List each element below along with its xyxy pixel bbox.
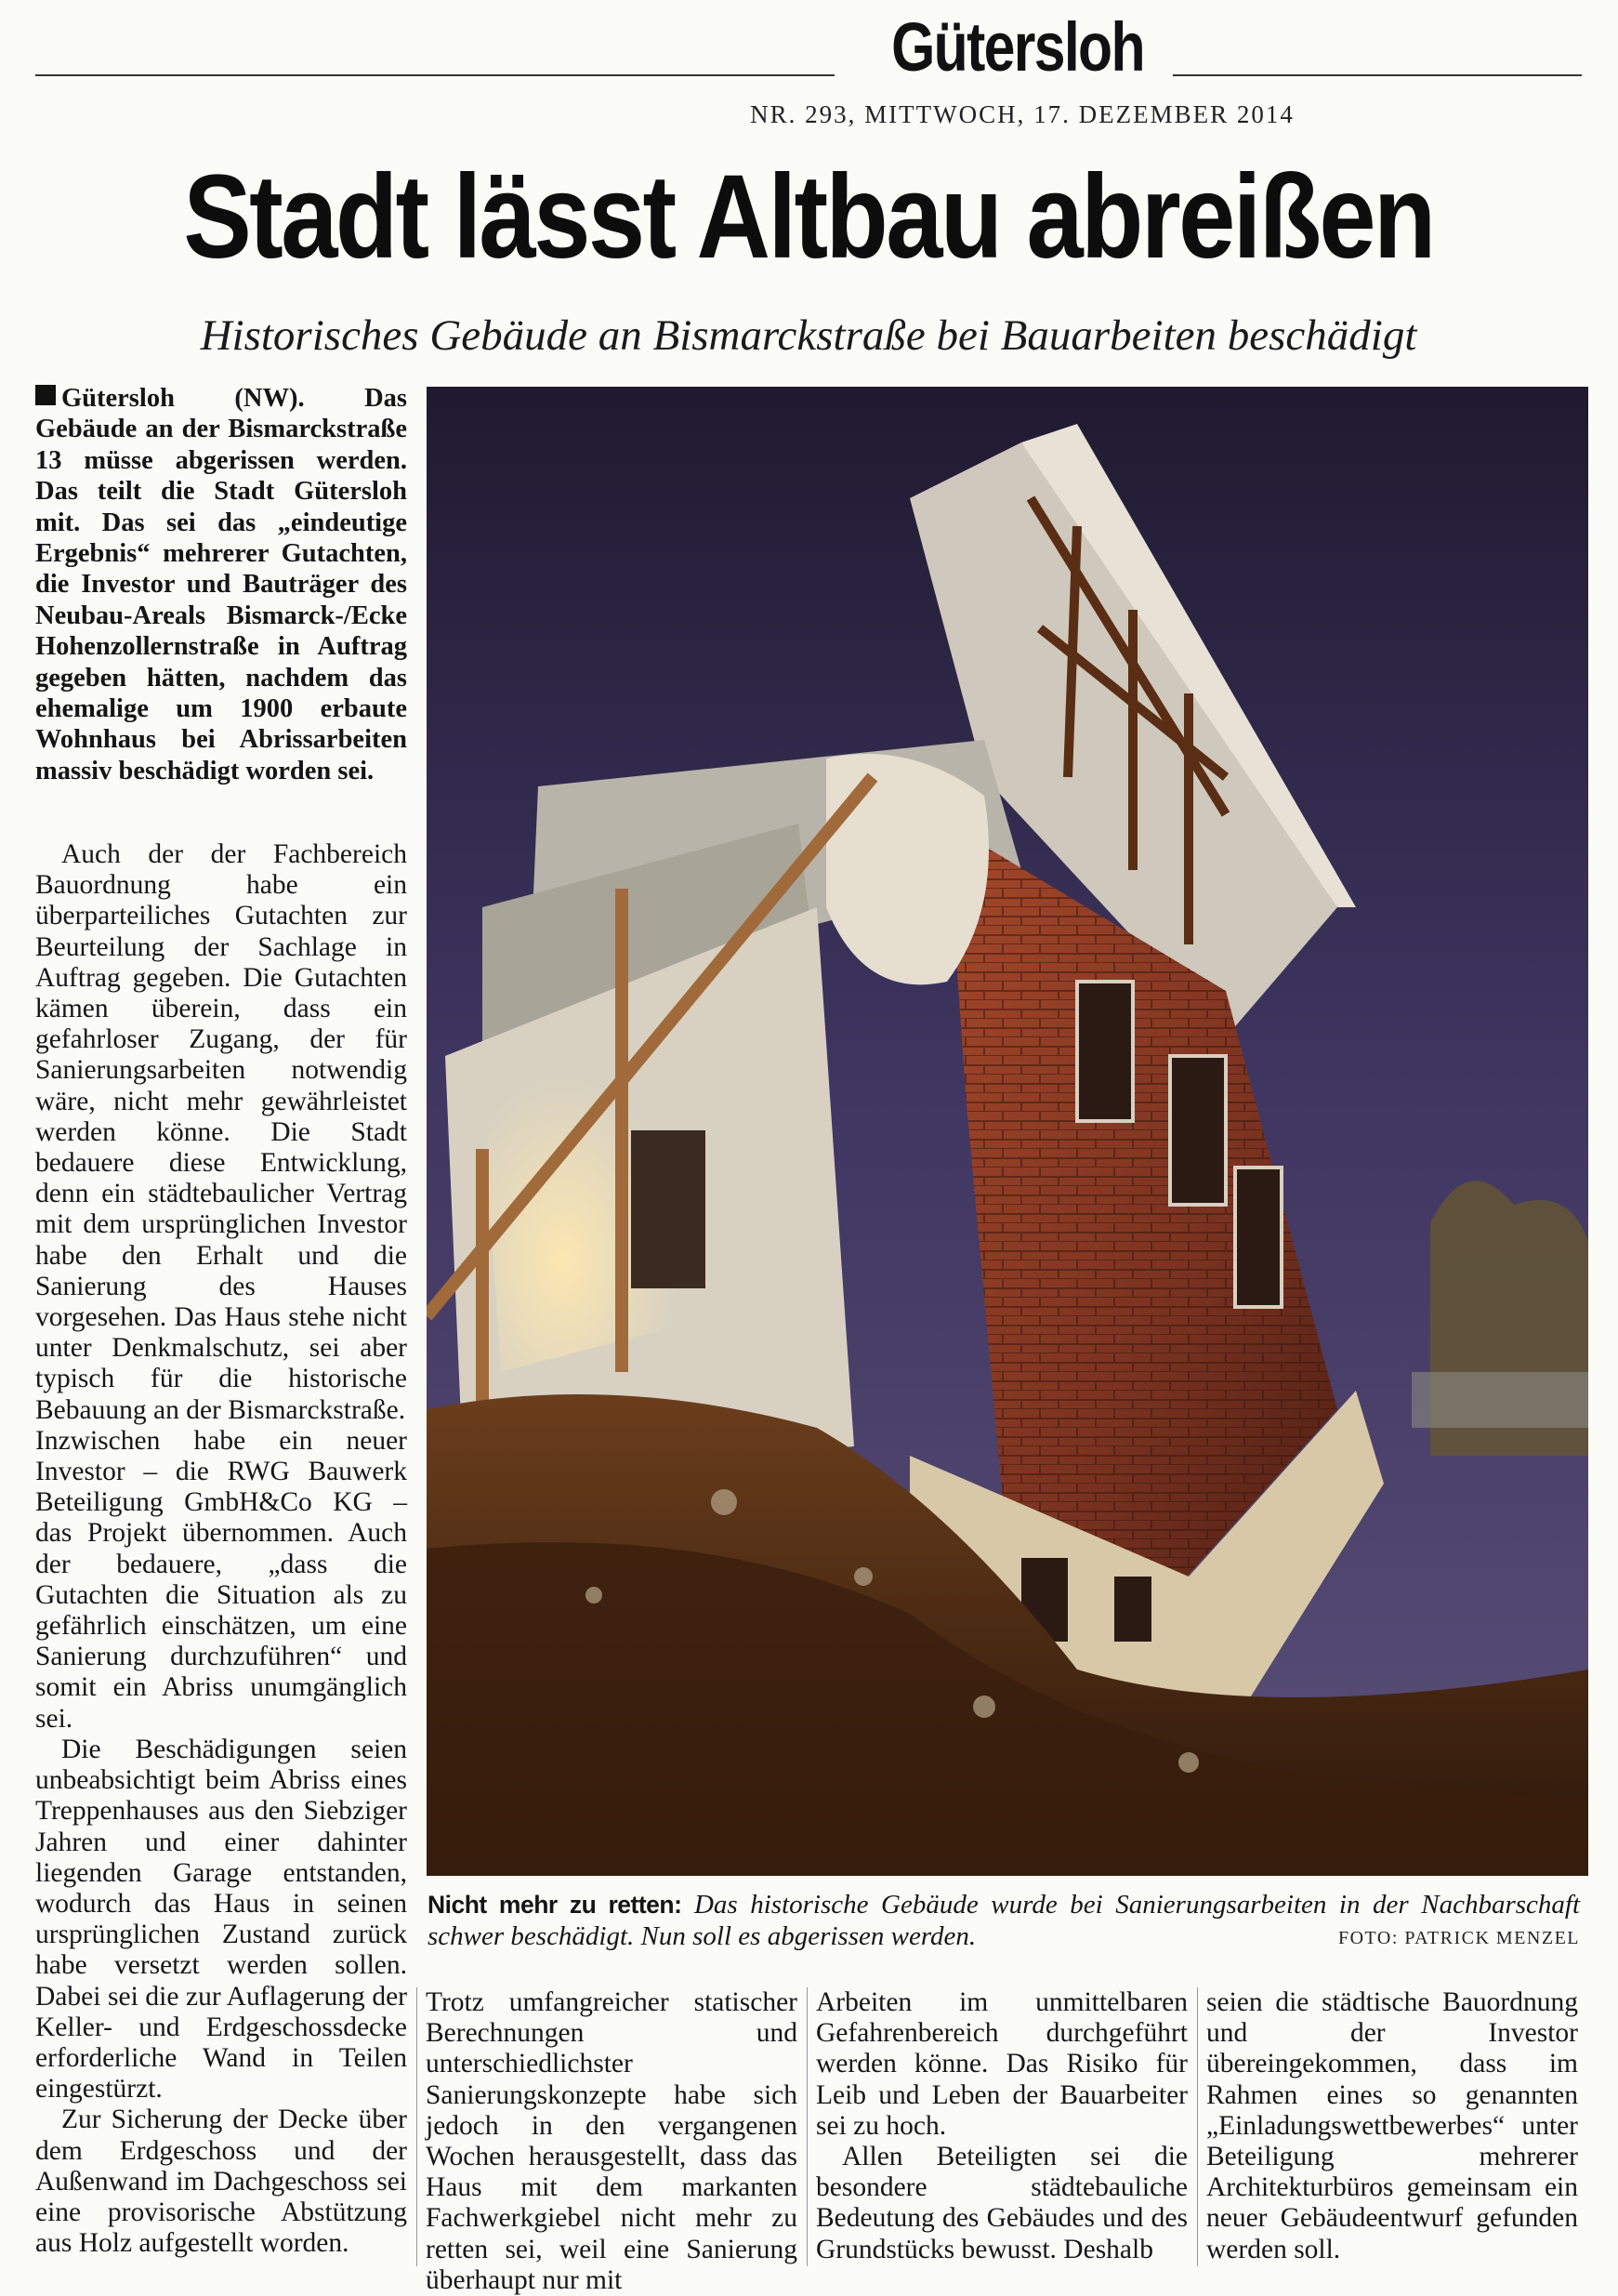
header-rule-left: [35, 74, 835, 76]
column-divider-1: [416, 1987, 417, 2266]
col3-paragraph-1: Arbeiten im unmittelbaren Gefahrenbereich durchgeführt werden könne. Das Risiko für Leib und Leben der Bauarbeiter sei zu hoch.: [816, 1987, 1188, 2141]
column-1-body: [35, 839, 407, 2259]
column-3-body: [816, 1987, 1188, 2265]
col1-paragraph-3: Die Beschädigungen seien unbeabsichtigt beim Abriss eines Treppenhauses aus den Siebziger Jahren und einer dahinter liegenden Garage entstanden, wodurch das Haus in seinen ursprünglichen Zustand zurück habe versetzt werden sollen. Dabei sei die zur Auflagerung der Keller- und Erdgeschossdecke erforderliche Wand in Teilen eingestürzt.: [35, 1734, 407, 2105]
col4-paragraph-1: seien die städtische Bauordnung und der Investor übereingekommen, dass im Rahmen eines so genannten „Einladungswettbewerbes“ unter Beteiligung mehrerer Architekturbüros gemeinsam ein neuer Gebäudeentwurf gefunden werden soll.: [1206, 1987, 1578, 2264]
column-divider-3: [1197, 1987, 1198, 2266]
headline: Stadt lässt Altbau abreißen: [183, 151, 1434, 284]
subheadline: Historisches Gebäude an Bismarckstraße bei Bauarbeiten beschädigt: [200, 311, 1417, 360]
photo-credit: FOTO: PATRICK MENZEL: [1337, 1928, 1580, 1948]
col1-paragraph-1: Auch der der Fachbereich Bauordnung habe ein überparteiliches Gutachten zur Beurteilung der Sachlage in Auftrag gegeben. Die Gutachten kämen überein, dass ein gefahrloser Zugang, der für Sanierungsarbeiten notwendig wäre, nicht mehr gewährleistet werden könne. Die Stadt bedauere diese Entwicklung, denn ein städtebaulicher Vertrag mit dem ursprünglichen Investor habe den Erhalt und die Sanierung des Hauses vorgesehen. Das Haus stehe nicht unter Denkmalschutz, sei aber typisch für die historische Bebauung an der Bismarckstraße.: [35, 839, 407, 1425]
col1-paragraph-2: Inzwischen habe ein neuer Investor – die RWG Bauwerk Beteiligung GmbH&Co KG – das Projekt übernommen. Auch der bedauere, „dass die Gutachten die Situation als zu gefährlich einschätzen, um eine Sanierung durchzuführen“ und somit ein Abriss unumgänglich sei.: [35, 1425, 407, 1734]
column-2-body: [426, 1987, 797, 2296]
caption-text: Das historische Gebäude wurde bei Sanierungsarbeiten in der Nachbarschaft schwer beschädigt. Nun soll es abgerissen werden.: [428, 1890, 1581, 1951]
col2-paragraph-1: Trotz umfangreicher statischer Berechnungen und unterschiedlichster Sanierungskonzepte habe sich jedoch in den vergangenen Wochen herausgestellt, dass das Haus mit dem markanten Fachwerkgiebel nicht mehr zu retten sei, weil eine Sanierung überhaupt nur mit: [426, 1987, 797, 2295]
col3-paragraph-2: Allen Beteiligten sei die besondere städtebauliche Bedeutung des Gebäudes und des Grundstücks bewusst. Deshalb: [816, 2142, 1188, 2264]
article-photo: [427, 387, 1588, 1876]
column-4-body: [1206, 1987, 1578, 2265]
section-title: Gütersloh: [891, 8, 1144, 86]
lead-text: Gütersloh (NW). Das Gebäude an der Bismarckstraße 13 müsse abgerissen werden. Das teilt die Stadt Gütersloh mit. Das sei das „eindeutige Ergebnis“ mehrerer Gutachten, die Investor und Bauträger des Neubau-Areals Bismarck-/Ecke Hohenzollernstraße in Auftrag gegeben hätten, nachdem das ehemalige um 1900 erbaute Wohnhaus bei Abrissarbeiten massiv beschädigt worden sei.: [35, 384, 407, 785]
issue-line: NR. 293, MITTWOCH, 17. DEZEMBER 2014: [750, 100, 1295, 128]
header-rule-right: [1173, 74, 1582, 76]
caption-lead: Nicht mehr zu retten:: [428, 1891, 682, 1919]
building-photo-illustration: [427, 387, 1588, 1876]
lead-marker: [35, 385, 56, 405]
lead-paragraph: [35, 383, 407, 786]
column-divider-2: [807, 1987, 808, 2266]
col1-paragraph-4: Zur Sicherung der Decke über dem Erdgeschoss und der Außenwand im Dachgeschoss sei eine provisorische Abstützung aus Holz aufgestellt worden.: [35, 2105, 407, 2259]
